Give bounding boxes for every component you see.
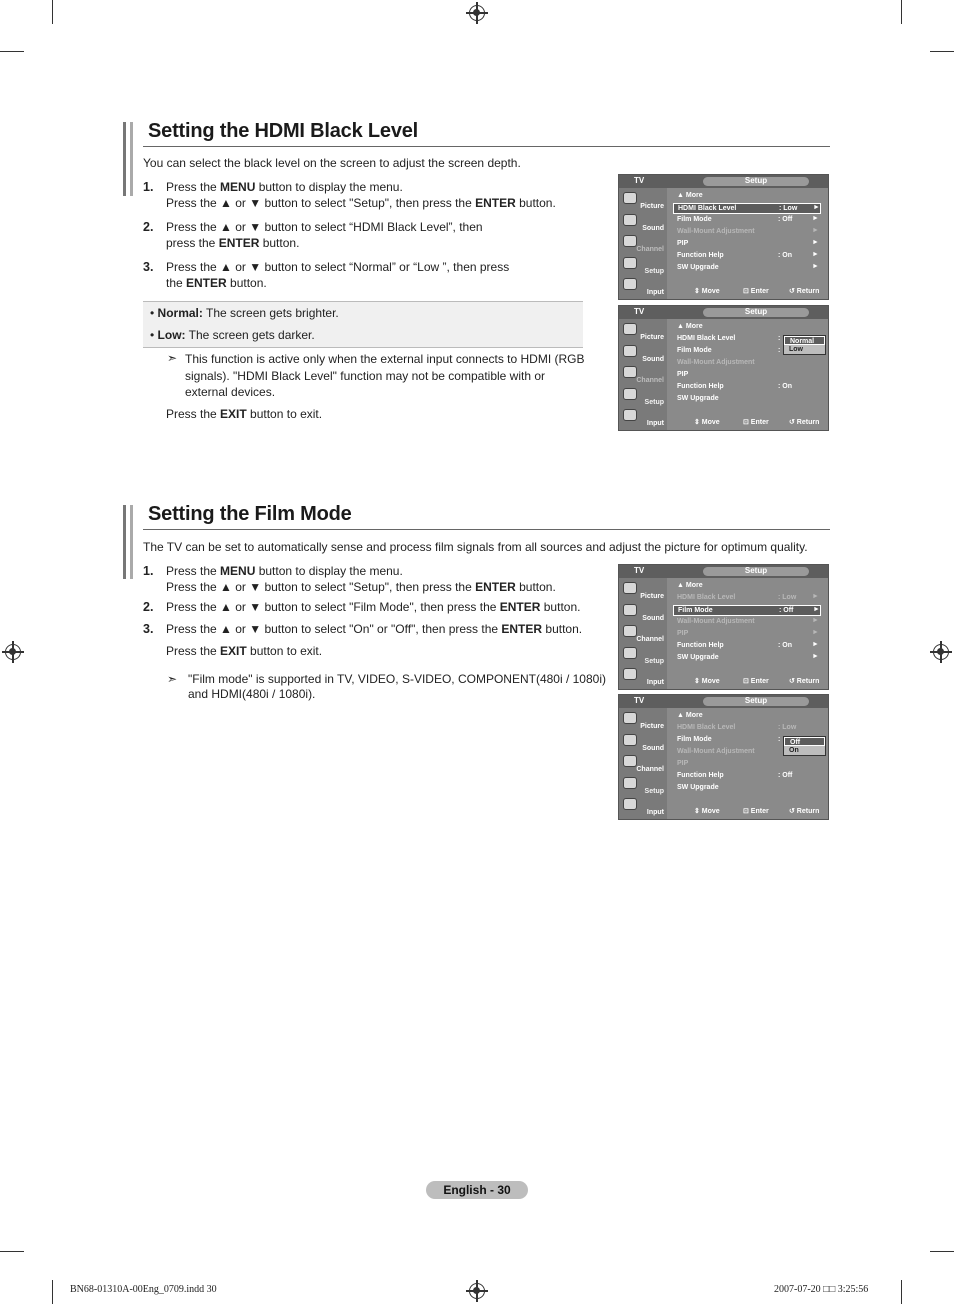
osd-menu-label: Channel — [636, 377, 664, 384]
arrow-right-icon: ► — [813, 606, 820, 613]
osd-item[interactable] — [673, 394, 821, 405]
tv-osd-screen — [618, 694, 829, 820]
input-icon — [623, 668, 637, 680]
registration-mark-icon — [469, 5, 485, 21]
osd-item-name: SW Upgrade — [677, 395, 719, 402]
osd-menu-label: Sound — [642, 355, 664, 363]
osd-menu-setup[interactable] — [621, 645, 665, 666]
osd-menu-picture[interactable] — [621, 190, 665, 211]
osd-dropdown-option[interactable]: Low — [789, 346, 803, 353]
osd-sidebar — [619, 578, 667, 689]
osd-item-name: PIP — [677, 630, 689, 637]
osd-tv-label: TV — [634, 307, 645, 316]
registration-mark-icon — [933, 644, 949, 660]
osd-item-name: PIP — [677, 371, 689, 378]
section-bar — [130, 505, 133, 579]
step-number: 1. — [143, 564, 154, 578]
osd-item[interactable] — [673, 370, 821, 381]
tv-osd-screen — [618, 305, 829, 431]
osd-item-name: Function Help — [677, 252, 724, 259]
channel-icon — [623, 235, 637, 247]
osd-menu-input[interactable] — [621, 407, 665, 428]
osd-item-name: SW Upgrade — [677, 654, 719, 661]
osd-header — [619, 565, 828, 578]
registration-mark-icon — [469, 1283, 485, 1299]
picture-icon — [623, 712, 637, 724]
section-rule — [143, 146, 830, 147]
osd-menu-label: Channel — [636, 766, 664, 773]
section-bar — [123, 505, 126, 579]
osd-title-pill — [703, 177, 809, 186]
osd-menu-label: Channel — [636, 246, 664, 253]
osd-menu-sound[interactable] — [621, 602, 665, 623]
osd-menu-input[interactable] — [621, 276, 665, 297]
tv-osd-screen — [618, 564, 829, 690]
osd-item-value: : Low — [778, 594, 797, 601]
osd-menu-setup[interactable] — [621, 386, 665, 407]
input-icon — [623, 278, 637, 290]
osd-item[interactable] — [673, 215, 821, 226]
page-number: English - 30 — [426, 1181, 528, 1199]
arrow-right-icon: ► — [812, 227, 819, 234]
osd-header — [619, 695, 828, 708]
crop-mark — [930, 51, 954, 52]
osd-menu-label: Input — [646, 809, 664, 816]
osd-title: Setup — [744, 307, 768, 316]
osd-item-value: : On — [778, 383, 792, 390]
osd-item[interactable] — [673, 593, 821, 604]
osd-menu-label: Setup — [644, 787, 664, 795]
osd-item[interactable] — [673, 358, 821, 369]
osd-menu-input[interactable] — [621, 796, 665, 817]
osd-enter-hint: ⊡ Enter — [743, 678, 769, 685]
osd-item-name: Film Mode — [677, 736, 712, 743]
section-title-hdmi: Setting the HDMI Black Level — [148, 120, 419, 142]
input-icon — [623, 409, 637, 421]
file-slug: BN68-01310A-00Eng_0709.indd 30 — [70, 1284, 217, 1295]
osd-return-hint: ↺ Return — [789, 288, 820, 295]
osd-header — [619, 175, 828, 188]
step-number: 2. — [143, 600, 154, 614]
osd-menu-input[interactable] — [621, 666, 665, 687]
note-text: This function is active only when the external input connects to HDMI (RGB signals). "HDMI Black Level" function may not be compatible with or external devices. — [185, 352, 585, 399]
osd-menu-sound[interactable] — [621, 732, 665, 753]
osd-item[interactable] — [673, 605, 821, 616]
osd-item-name: Wall-Mount Adjustment — [677, 748, 755, 755]
arrow-right-icon: ► — [812, 641, 819, 648]
osd-item[interactable] — [673, 783, 821, 794]
sound-icon — [623, 734, 637, 746]
osd-menu-label: Setup — [644, 267, 664, 275]
osd-item-name: SW Upgrade — [677, 264, 719, 271]
osd-item[interactable] — [673, 382, 821, 393]
step-number: 2. — [143, 220, 154, 234]
osd-menu-label: Picture — [640, 203, 664, 210]
note-arrow-icon: ➣ — [167, 672, 178, 686]
osd-item[interactable] — [673, 239, 821, 250]
osd-dropdown[interactable] — [783, 736, 826, 756]
exit-instruction: Press the EXIT button to exit. — [166, 644, 323, 658]
osd-tv-label: TV — [634, 696, 645, 705]
osd-item-name: Function Help — [677, 772, 724, 779]
osd-title-pill — [703, 697, 809, 706]
osd-enter-hint: ⊡ Enter — [743, 419, 769, 426]
step-text: Press the MENU button to display the menu. Press the ▲ or ▼ button to select "Setup", then press the ENTER button. — [166, 564, 556, 594]
osd-menu-label: Input — [646, 420, 664, 427]
osd-item[interactable] — [673, 251, 821, 262]
sound-icon — [623, 214, 637, 226]
osd-dropdown-option[interactable]: On — [789, 747, 799, 754]
arrow-right-icon: ► — [812, 263, 819, 270]
osd-item-name: Film Mode — [678, 607, 713, 614]
osd-item-value: : — [778, 335, 781, 342]
osd-menu-label: Setup — [644, 398, 664, 406]
crop-mark — [930, 1251, 954, 1252]
setup-icon — [623, 777, 637, 789]
arrow-right-icon: ► — [812, 653, 819, 660]
osd-item[interactable] — [673, 641, 821, 652]
osd-item-name: SW Upgrade — [677, 784, 719, 791]
osd-item-list — [671, 579, 826, 677]
osd-item[interactable] — [673, 629, 821, 640]
osd-more[interactable]: ▲ More — [677, 712, 703, 719]
osd-item-list — [671, 189, 826, 287]
osd-dropdown[interactable] — [783, 335, 826, 355]
osd-menu-label: Sound — [642, 614, 664, 622]
crop-mark — [901, 0, 902, 24]
osd-item[interactable] — [673, 227, 821, 238]
setup-icon — [623, 257, 637, 269]
step-text: Press the ▲ or ▼ button to select "On" or "Off", then press the ENTER button. — [166, 622, 583, 636]
osd-footer — [671, 807, 827, 817]
osd-item-value: : Off — [779, 607, 794, 614]
osd-menu-label: Input — [646, 679, 664, 686]
arrow-right-icon: ► — [812, 215, 819, 222]
osd-item[interactable] — [673, 759, 821, 770]
osd-item-value: : Low — [778, 724, 797, 731]
osd-menu-picture[interactable] — [621, 321, 665, 342]
picture-icon — [623, 323, 637, 335]
osd-menu-label: Picture — [640, 593, 664, 600]
osd-item[interactable] — [673, 263, 821, 274]
osd-return-hint: ↺ Return — [789, 419, 820, 426]
osd-more[interactable]: ▲ More — [677, 192, 703, 199]
bullet-low: • Low: The screen gets darker. — [150, 328, 315, 342]
osd-title-pill — [703, 567, 809, 576]
osd-item-value: : On — [778, 642, 792, 649]
picture-icon — [623, 582, 637, 594]
osd-move-hint: ⇕ Move — [694, 808, 720, 815]
section-rule — [143, 529, 830, 530]
section-bar — [130, 122, 133, 196]
osd-item-name: PIP — [677, 240, 689, 247]
osd-menu-sound[interactable] — [621, 343, 665, 364]
date-slug: 2007-07-20 □□ 3:25:56 — [774, 1284, 869, 1295]
osd-item-name: Wall-Mount Adjustment — [677, 618, 755, 625]
crop-mark — [52, 1280, 53, 1304]
osd-menu-sound[interactable] — [621, 212, 665, 233]
osd-item-name: Film Mode — [677, 347, 712, 354]
osd-menu-label: Setup — [644, 657, 664, 665]
osd-dropdown-option[interactable]: Normal — [784, 336, 825, 345]
tv-osd-screen — [618, 174, 829, 300]
arrow-right-icon: ► — [812, 617, 819, 624]
osd-item-name: HDMI Black Level — [677, 594, 736, 601]
osd-tv-label: TV — [634, 566, 645, 575]
osd-menu-label: Sound — [642, 744, 664, 752]
arrow-right-icon: ► — [812, 251, 819, 258]
channel-icon — [623, 366, 637, 378]
osd-item-name: HDMI Black Level — [677, 335, 736, 342]
step-number: 1. — [143, 180, 154, 194]
osd-menu-picture[interactable] — [621, 710, 665, 731]
channel-icon — [623, 755, 637, 767]
osd-more[interactable]: ▲ More — [677, 582, 703, 589]
osd-sidebar — [619, 708, 667, 819]
registration-mark-icon — [5, 644, 21, 660]
sound-icon — [623, 345, 637, 357]
osd-title: Setup — [744, 566, 768, 575]
arrow-right-icon: ► — [812, 239, 819, 246]
osd-title: Setup — [744, 176, 768, 185]
osd-item-value: : — [778, 736, 781, 743]
osd-menu-channel[interactable] — [621, 364, 665, 385]
osd-item[interactable] — [673, 617, 821, 628]
osd-move-hint: ⇕ Move — [694, 419, 720, 426]
osd-enter-hint: ⊡ Enter — [743, 288, 769, 295]
osd-return-hint: ↺ Return — [789, 678, 820, 685]
osd-item-value: : Off — [778, 216, 793, 223]
sound-icon — [623, 604, 637, 616]
osd-item[interactable] — [673, 203, 821, 214]
osd-item[interactable] — [673, 771, 821, 782]
section-intro: The TV can be set to automatically sense and process film signals from all sources and adjust the picture for optimum quality. — [143, 540, 808, 554]
step-text: Press the MENU button to display the menu. Press the ▲ or ▼ button to select "Setup", then press the ENTER button. — [166, 180, 556, 210]
osd-sidebar — [619, 319, 667, 430]
osd-footer — [671, 677, 827, 687]
osd-more[interactable]: ▲ More — [677, 323, 703, 330]
step-number: 3. — [143, 260, 154, 274]
osd-dropdown-option[interactable]: Off — [784, 737, 825, 746]
osd-item-list — [671, 709, 826, 807]
osd-item-name: PIP — [677, 760, 689, 767]
crop-mark — [52, 0, 53, 24]
osd-move-hint: ⇕ Move — [694, 678, 720, 685]
osd-return-hint: ↺ Return — [789, 808, 820, 815]
exit-instruction: Press the EXIT button to exit. — [166, 407, 323, 421]
osd-item-value: : Off — [778, 772, 793, 779]
osd-menu-channel[interactable] — [621, 753, 665, 774]
crop-mark — [0, 1251, 24, 1252]
osd-item-name: HDMI Black Level — [678, 205, 737, 212]
osd-item-name: Function Help — [677, 642, 724, 649]
osd-menu-setup[interactable] — [621, 255, 665, 276]
note-arrow-icon: ➣ — [167, 351, 178, 365]
crop-mark — [901, 1280, 902, 1304]
osd-menu-setup[interactable] — [621, 775, 665, 796]
osd-tv-label: TV — [634, 176, 645, 185]
input-icon — [623, 798, 637, 810]
osd-item-name: Film Mode — [677, 216, 712, 223]
osd-item-name: Function Help — [677, 383, 724, 390]
note-text: "Film mode" is supported in TV, VIDEO, S-VIDEO, COMPONENT(480i / 1080i) and HDMI(480i / 1080i). — [188, 672, 606, 701]
osd-item[interactable] — [673, 653, 821, 664]
section-title-film-mode: Setting the Film Mode — [148, 503, 352, 525]
osd-item-name: Wall-Mount Adjustment — [677, 228, 755, 235]
osd-menu-label: Input — [646, 289, 664, 296]
osd-title-pill — [703, 308, 809, 317]
osd-item-name: Wall-Mount Adjustment — [677, 359, 755, 366]
picture-icon — [623, 192, 637, 204]
step-text: Press the ▲ or ▼ button to select “HDMI Black Level”, then press the ENTER button. — [166, 220, 483, 250]
osd-item-name: HDMI Black Level — [677, 724, 736, 731]
bullet-normal: • Normal: The screen gets brighter. — [150, 306, 339, 320]
osd-move-hint: ⇕ Move — [694, 288, 720, 295]
osd-menu-label: Channel — [636, 636, 664, 643]
crop-mark — [0, 51, 24, 52]
osd-item-value: : — [778, 347, 781, 354]
step-text: Press the ▲ or ▼ button to select “Normal” or “Low ”, then press the ENTER button. — [166, 260, 510, 290]
osd-enter-hint: ⊡ Enter — [743, 808, 769, 815]
osd-sidebar — [619, 188, 667, 299]
arrow-right-icon: ► — [812, 629, 819, 636]
step-number: 3. — [143, 622, 154, 636]
osd-menu-channel[interactable] — [621, 233, 665, 254]
osd-header — [619, 306, 828, 319]
osd-menu-label: Picture — [640, 334, 664, 341]
osd-menu-label: Sound — [642, 224, 664, 232]
setup-icon — [623, 647, 637, 659]
osd-item-value: : On — [778, 252, 792, 259]
osd-menu-picture[interactable] — [621, 580, 665, 601]
osd-footer — [671, 287, 827, 297]
step-text: Press the ▲ or ▼ button to select "Film Mode", then press the ENTER button. — [166, 600, 581, 614]
arrow-right-icon: ► — [812, 593, 819, 600]
osd-footer — [671, 418, 827, 428]
section-bar — [123, 122, 126, 196]
osd-menu-label: Picture — [640, 723, 664, 730]
section-intro: You can select the black level on the screen to adjust the screen depth. — [143, 156, 521, 170]
arrow-right-icon: ► — [813, 204, 820, 211]
channel-icon — [623, 625, 637, 637]
osd-menu-channel[interactable] — [621, 623, 665, 644]
osd-title: Setup — [744, 696, 768, 705]
osd-item-value: : Low — [779, 205, 798, 212]
osd-item[interactable] — [673, 723, 821, 734]
setup-icon — [623, 388, 637, 400]
